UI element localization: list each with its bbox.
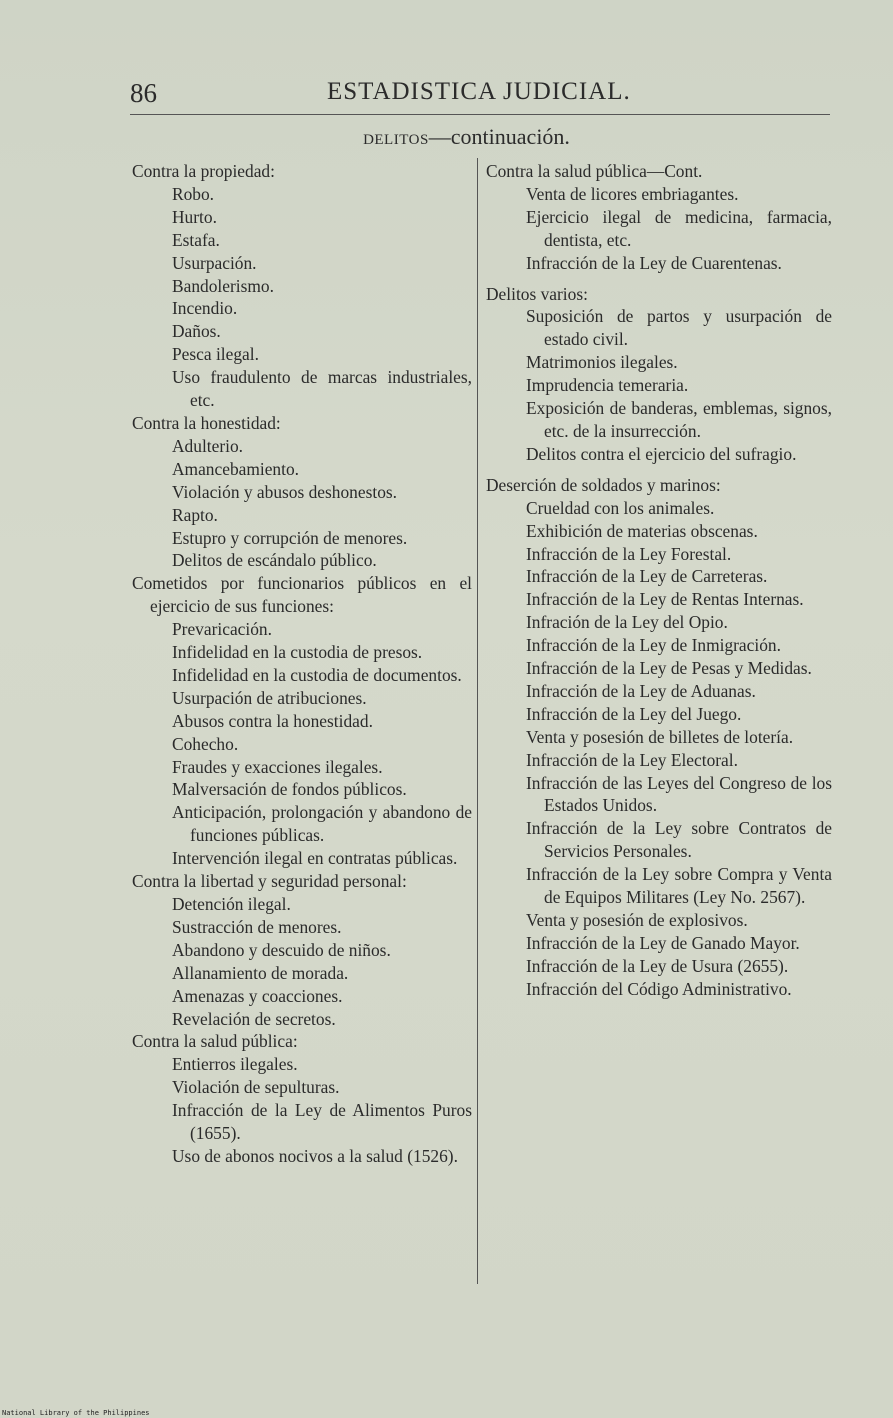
left-list-item: Abandono y descuido de niños. <box>172 939 391 960</box>
right-list-item: Imprudencia temeraria. <box>526 375 689 396</box>
right-list-item: Infracción de las Leyes del Congreso de los Estados Unidos. <box>526 772 832 816</box>
left-category-heading: Contra la propiedad: <box>132 161 275 181</box>
left-list-item: Robo. <box>172 183 215 204</box>
right-category-heading: Delitos varios: <box>486 283 588 304</box>
right-list-item: Matrimonios ilegales. <box>526 352 678 373</box>
left-list-item: Estafa. <box>172 229 220 250</box>
left-list-item: Delitos de escándalo público. <box>172 550 377 571</box>
left-list-item: Allanamiento de morada. <box>172 962 349 983</box>
left-list-item: Usurpación. <box>172 252 257 273</box>
right-list-item: Venta y posesión de explosivos. <box>526 910 748 930</box>
right-list-item: Crueldad con los animales. <box>526 497 715 518</box>
left-list-item: Bandolerismo. <box>172 275 274 296</box>
right-category-heading: Contra la salud pública—Cont. <box>486 161 703 181</box>
page-number: 86 <box>130 78 157 108</box>
right-list-item: Exposición de banderas, emblemas, signos, etc. de la insurrección. <box>526 398 832 441</box>
left-list-item: Pesca ilegal. <box>172 344 259 365</box>
left-list-item: Uso fraudulento de marcas industriales, etc. <box>172 367 472 411</box>
right-column <box>486 160 832 1001</box>
left-list-item: Uso de abonos nocivos a la salud (1526). <box>172 1145 458 1166</box>
left-list-item: Infidelidad en la custodia de presos. <box>172 642 423 663</box>
left-list-item: Anticipación, prolongación y abandono de funciones públicas. <box>172 802 472 846</box>
left-list-item: Incendio. <box>172 298 238 319</box>
right-list-item: Exhibición de materias obscenas. <box>526 520 758 541</box>
left-list-item: Detención ilegal. <box>172 894 291 914</box>
column-divider <box>477 158 478 1284</box>
left-list-item: Estupro y corrupción de menores. <box>172 527 408 548</box>
right-list-item: Infración de la Ley del Opio. <box>526 612 728 633</box>
right-list-item: Infracción de la Ley del Juego. <box>526 703 742 724</box>
library-credit: National Library of the Philippines <box>2 1409 150 1417</box>
right-list-item: Infracción de la Ley sobre Compra y Venta de Equipos Militares (Ley No. 2567). <box>526 864 832 908</box>
left-column <box>132 160 472 1168</box>
right-list-item: Infracción de la Ley Electoral. <box>526 749 738 770</box>
left-category-heading: Contra la libertad y seguridad personal: <box>132 871 407 892</box>
left-list-item: Fraudes y exacciones ilegales. <box>172 756 383 777</box>
right-list-item: Infracción de la Ley Forestal. <box>526 543 732 564</box>
right-list-item: Venta de licores embriagantes. <box>526 183 739 204</box>
left-category-heading: Cometidos por funcionarios públicos en el ejercicio de sus funciones: <box>132 573 472 617</box>
right-list-item: Infracción del Código Administrativo. <box>526 978 792 999</box>
right-list-item: Delitos contra el ejercicio del sufragio. <box>526 443 797 464</box>
left-list-item: Daños. <box>172 321 221 342</box>
left-category-heading: Contra la honestidad: <box>132 412 281 433</box>
right-list-item: Infracción de la Ley de Cuarentenas. <box>526 252 782 273</box>
right-list-item: Infracción de la Ley de Pesas y Medidas. <box>526 658 812 679</box>
left-list-item: Usurpación de atribuciones. <box>172 687 367 708</box>
left-list-item: Cohecho. <box>172 733 239 754</box>
left-list-item: Amenazas y coacciones. <box>172 985 343 1006</box>
left-list-item: Amancebamiento. <box>172 458 299 479</box>
right-list-item: Infracción de la Ley de Inmigración. <box>526 635 781 656</box>
left-list-item: Infracción de la Ley de Alimentos Puros (1655). <box>172 1100 472 1144</box>
left-list-item: Intervención ilegal en contratas públicas. <box>172 848 458 869</box>
right-list-item: Infracción de la Ley de Rentas Internas. <box>526 589 804 610</box>
right-list-item: Suposición de partos y usurpación de estado civil. <box>526 306 832 350</box>
right-list-item: Venta y posesión de billetes de lotería. <box>526 726 794 747</box>
left-list-item: Malversación de fondos públicos. <box>172 779 407 800</box>
left-list-item: Hurto. <box>172 206 217 227</box>
section-title-prefix: DELITOS <box>363 132 429 148</box>
right-list-item: Infracción de la Ley de Carreteras. <box>526 566 768 587</box>
left-list-item: Adulterio. <box>172 435 243 456</box>
section-title-suffix: —continuación. <box>428 124 570 149</box>
left-category-heading: Contra la salud pública: <box>132 1031 298 1052</box>
left-list-item: Infidelidad en la custodia de documentos. <box>172 664 462 685</box>
header-rule <box>130 114 830 115</box>
left-list-item: Rapto. <box>172 504 218 525</box>
group-spacer <box>486 275 832 283</box>
left-list-item: Entierros ilegales. <box>172 1054 298 1075</box>
section-title <box>0 124 893 150</box>
left-list-item: Sustracción de menores. <box>172 916 342 937</box>
left-list-item: Violación y abusos deshonestos. <box>172 481 398 502</box>
left-list-item: Violación de sepulturas. <box>172 1077 340 1098</box>
right-list-item: Infracción de la Ley sobre Contratos de Servicios Personales. <box>526 818 832 862</box>
running-title: ESTADISTICA JUDICIAL. <box>327 78 631 105</box>
right-list-item: Ejercicio ilegal de medicina, farmacia, dentista, etc. <box>526 206 832 250</box>
left-list-item: Prevaricación. <box>172 619 272 640</box>
right-category-heading: Deserción de soldados y marinos: <box>486 474 721 495</box>
right-list-item: Infracción de la Ley de Aduanas. <box>526 680 756 701</box>
right-list-item: Infracción de la Ley de Usura (2655). <box>526 955 789 976</box>
group-spacer <box>486 466 832 474</box>
left-list-item: Abusos contra la honestidad. <box>172 710 373 731</box>
left-list-item: Revelación de secretos. <box>172 1008 336 1029</box>
right-list-item: Infracción de la Ley de Ganado Mayor. <box>526 932 800 953</box>
page-header <box>130 78 830 112</box>
